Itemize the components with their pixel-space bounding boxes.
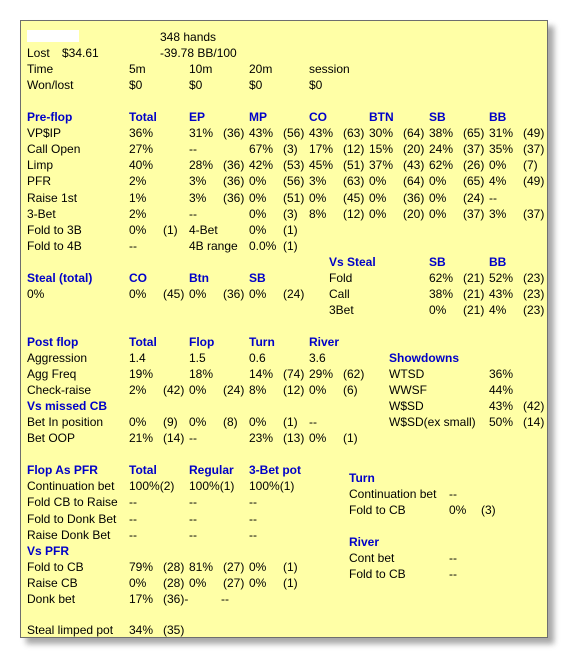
vs-pfr-cell: -- (221, 591, 229, 606)
showdown-count: (14) (523, 415, 545, 430)
steal-total-cell: 0% (27, 286, 45, 301)
preflop-cell: 31% (189, 126, 214, 141)
won-lost-value: $0 (189, 78, 203, 93)
preflop-row-label: PFR (27, 174, 51, 189)
flop-as-pfr-cell: -- (129, 495, 137, 510)
preflop-cell: 45% (309, 158, 334, 173)
vs-pfr-cell: 0% (129, 575, 147, 590)
preflop-cell: (37) (463, 142, 485, 157)
preflop-cell: 28% (189, 158, 214, 173)
four-bet-count: (1) (283, 222, 298, 237)
steal-total-header: Steal (total) (27, 270, 93, 285)
preflop-cell: (56) (283, 126, 305, 141)
vs-steal-cell: 43% (489, 286, 514, 301)
postflop-cell: (9) (163, 415, 178, 430)
preflop-cell: (64) (403, 174, 425, 189)
steal-total-cell: 0% (249, 286, 267, 301)
postflop-column-header: Flop (189, 334, 215, 349)
showdowns-header: Showdowns (389, 351, 459, 365)
postflop-cell: 1.4 (129, 351, 146, 365)
preflop-row-label: Limp (27, 158, 54, 173)
preflop-column-header: EP (189, 110, 206, 125)
vs-pfr-cell: (36)- (163, 591, 189, 606)
postflop-cell: (14) (163, 431, 185, 446)
preflop-cell: 67% (249, 142, 274, 157)
preflop-cell: 43% (309, 126, 334, 141)
postflop-row-label: Check-raise (27, 383, 92, 398)
preflop-row-label: 3-Bet (27, 206, 56, 221)
preflop-cell: 0% (369, 174, 387, 189)
preflop-row-label: Call Open (27, 142, 81, 157)
period-label: 20m (249, 62, 273, 77)
postflop-cell: 18% (189, 367, 214, 382)
preflop-cell: (45) (343, 190, 365, 205)
flop-as-pfr-cell: -- (249, 527, 257, 542)
vs-steal-column-header: SB (429, 254, 446, 269)
preflop-column-header: BB (489, 110, 507, 125)
postflop-column-header: Turn (249, 334, 275, 349)
showdown-row-label: W$SD(ex small) (389, 415, 476, 430)
postflop-cell: (42) (163, 383, 185, 398)
preflop-cell: 17% (309, 142, 334, 157)
steal-column-header: Btn (189, 270, 209, 285)
preflop-cell: (64) (403, 126, 425, 141)
vs-pfr-cell: (28) (163, 575, 185, 590)
preflop-cell: 0% (249, 190, 267, 205)
vs-pfr-cell: 81% (189, 559, 214, 574)
preflop-cell: 0% (249, 206, 267, 221)
preflop-cell: (49) (523, 126, 545, 141)
postflop-cell: 29% (309, 367, 334, 382)
preflop-cell: 2% (129, 174, 147, 189)
postflop-cell: -- (309, 415, 317, 430)
postflop-cell: (74) (283, 367, 305, 382)
vs-pfr-row-label: Fold to CB (27, 559, 84, 574)
postflop-cell: 2% (129, 383, 147, 398)
preflop-cell: (20) (403, 206, 425, 221)
vs-steal-row-label: 3Bet (329, 302, 354, 317)
preflop-cell: (63) (343, 126, 365, 141)
fold-to-3b-value: 0% (129, 222, 147, 237)
preflop-cell: -- (489, 190, 497, 205)
postflop-cell: 0% (249, 415, 267, 430)
lost-amount: $34.61 (62, 46, 99, 61)
vs-pfr-cell: (28) (163, 559, 185, 574)
flop-as-pfr-cell: -- (129, 527, 137, 542)
river-row-label: Cont bet (349, 551, 395, 565)
preflop-cell: 31% (489, 126, 514, 141)
turn-header: Turn (349, 471, 375, 485)
postflop-cell: -- (189, 431, 197, 446)
vs-steal-row-label: Call (329, 286, 350, 301)
four-bet-value: 0% (249, 222, 267, 237)
postflop-column-header: River (309, 334, 340, 349)
postflop-cell: 0.6 (249, 351, 266, 365)
preflop-cell: (36) (403, 190, 425, 205)
four-bet-label: 4-Bet (189, 222, 218, 237)
postflop-cell: 1.5 (189, 351, 206, 365)
steal-limped-pot-value: 34% (129, 623, 154, 637)
won-lost-label: Won/lost (27, 78, 74, 93)
postflop-cell: (13) (283, 431, 305, 446)
period-label: 5m (129, 62, 146, 77)
turn-cell: (3) (481, 503, 496, 517)
postflop-cell: (62) (343, 367, 365, 382)
lost-label: Lost (27, 46, 50, 61)
period-label: session (309, 62, 350, 77)
flop-as-pfr-cell: -- (249, 495, 257, 510)
postflop-cell: 0% (309, 383, 327, 398)
flop-as-pfr-cell: -- (189, 527, 197, 542)
vs-pfr-cell: (27) (223, 575, 245, 590)
river-row-label: Fold to CB (349, 567, 406, 581)
steal-limped-pot-count: (35) (163, 623, 185, 637)
preflop-cell: 0% (309, 190, 327, 205)
preflop-cell: 0% (429, 174, 447, 189)
preflop-cell: (26) (463, 158, 485, 173)
vs-steal-cell: (23) (523, 286, 545, 301)
preflop-cell: (51) (343, 158, 365, 173)
preflop-cell: 3% (189, 174, 207, 189)
postflop-header: Post flop (27, 334, 79, 349)
vs-steal-header: Vs Steal (329, 254, 376, 269)
vs-steal-cell: 0% (429, 302, 447, 317)
vs-pfr-row-label: Donk bet (27, 591, 76, 606)
preflop-cell: (20) (403, 142, 425, 157)
preflop-cell: (3) (283, 142, 298, 157)
river-header: River (349, 535, 380, 549)
won-lost-value: $0 (309, 78, 323, 93)
turn-row-label: Fold to CB (349, 503, 406, 517)
vs-pfr-header: Vs PFR (27, 543, 70, 558)
preflop-row-label: VP$IP (27, 126, 62, 141)
turn-cell: -- (449, 487, 457, 501)
player-stats-popup (20, 20, 548, 638)
flop-as-pfr-cell: 100%(1) (249, 479, 295, 494)
vs-steal-cell: (23) (523, 302, 545, 317)
preflop-cell: (65) (463, 174, 485, 189)
four-b-range-label: 4B range (189, 238, 238, 253)
showdown-row-label: WWSF (389, 383, 427, 398)
preflop-cell: (36) (223, 190, 245, 205)
vs-pfr-cell: (1) (283, 575, 298, 590)
vs-steal-cell: (21) (463, 302, 485, 317)
preflop-cell: 24% (429, 142, 454, 157)
preflop-cell: (36) (223, 126, 245, 141)
flop-as-pfr-cell: -- (189, 495, 197, 510)
preflop-cell: (49) (523, 174, 545, 189)
flop-as-pfr-column-header: 3-Bet pot (249, 463, 301, 478)
flop-as-pfr-row-label: Raise Donk Bet (27, 527, 111, 542)
postflop-cell: 8% (249, 383, 267, 398)
vs-pfr-cell: (1) (283, 559, 298, 574)
vs-steal-cell: (23) (523, 270, 545, 285)
steal-total-cell: (45) (163, 286, 185, 301)
preflop-cell: 0% (369, 190, 387, 205)
preflop-row-label: Raise 1st (27, 190, 78, 205)
steal-total-cell: (36) (223, 286, 245, 301)
vs-steal-cell: 4% (489, 302, 507, 317)
vs-steal-column-header: BB (489, 254, 507, 269)
preflop-cell: 0% (249, 174, 267, 189)
postflop-row-label: Aggression (27, 351, 88, 365)
preflop-cell: 0% (429, 206, 447, 221)
postflop-cell: 0% (129, 415, 147, 430)
hands-count: 348 hands (160, 30, 217, 44)
preflop-column-header: Total (129, 110, 157, 125)
preflop-cell: (37) (463, 206, 485, 221)
vs-steal-cell: 38% (429, 286, 454, 301)
preflop-cell: (3) (283, 206, 298, 221)
preflop-cell: 4% (489, 174, 507, 189)
postflop-cell: 0% (189, 415, 207, 430)
preflop-column-header: BTN (369, 110, 394, 125)
steal-total-cell: 0% (189, 286, 207, 301)
preflop-cell: (36) (223, 174, 245, 189)
preflop-cell: 30% (369, 126, 394, 141)
preflop-cell: 27% (129, 142, 154, 157)
preflop-column-header: CO (309, 110, 327, 125)
vs-pfr-cell: 0% (249, 559, 267, 574)
preflop-cell: -- (189, 206, 197, 221)
four-b-range-value: 0.0% (249, 238, 277, 253)
postflop-cell: (1) (283, 415, 298, 430)
preflop-header: Pre-flop (27, 110, 73, 125)
turn-row-label: Continuation bet (349, 487, 437, 501)
river-cell: -- (449, 567, 457, 581)
preflop-cell: 0% (369, 206, 387, 221)
postflop-cell: (1) (343, 431, 358, 446)
period-label: 10m (189, 62, 213, 77)
turn-cell: 0% (449, 503, 467, 517)
showdown-count: (42) (523, 399, 545, 414)
vs-pfr-row-label: Raise CB (27, 575, 78, 590)
bb-per-100: -39.78 BB/100 (160, 46, 237, 61)
steal-column-header: CO (129, 270, 147, 285)
vs-steal-cell: (21) (463, 286, 485, 301)
showdown-row-label: W$SD (389, 399, 424, 414)
flop-as-pfr-column-header: Regular (189, 463, 234, 478)
steal-column-header: SB (249, 270, 266, 285)
preflop-cell: 3% (189, 190, 207, 205)
postflop-cell: 0% (309, 431, 327, 446)
fold-to-3b-label: Fold to 3B (27, 222, 82, 237)
preflop-cell: 62% (429, 158, 454, 173)
preflop-cell: 3% (489, 206, 507, 221)
preflop-cell: -- (189, 142, 197, 157)
flop-as-pfr-cell: 100%(1) (189, 479, 235, 494)
preflop-cell: 3% (309, 174, 327, 189)
vs-pfr-cell: 79% (129, 559, 154, 574)
preflop-cell: (51) (283, 190, 305, 205)
steal-total-cell: 0% (129, 286, 147, 301)
preflop-cell: (53) (283, 158, 305, 173)
preflop-cell: 8% (309, 206, 327, 221)
won-lost-value: $0 (249, 78, 263, 93)
vs-pfr-cell: 0% (189, 575, 207, 590)
preflop-cell: (24) (463, 190, 485, 205)
vs-pfr-cell: 0% (249, 575, 267, 590)
preflop-cell: 37% (369, 158, 394, 173)
flop-as-pfr-cell: -- (189, 511, 197, 526)
flop-as-pfr-cell: 100%(2) (129, 479, 175, 494)
fold-to-4b-label: Fold to 4B (27, 238, 82, 253)
preflop-cell: 2% (129, 206, 147, 221)
showdown-value: 36% (489, 367, 514, 381)
postflop-column-header: Total (129, 334, 157, 349)
postflop-row-label: Bet In position (27, 415, 104, 430)
flop-as-pfr-row-label: Continuation bet (27, 479, 115, 494)
preflop-cell: 35% (489, 142, 514, 157)
river-cell: -- (449, 551, 457, 565)
vs-steal-row-label: Fold (329, 270, 353, 285)
showdown-row-label: WTSD (389, 367, 425, 381)
vs-steal-cell: 52% (489, 270, 514, 285)
preflop-cell: 38% (429, 126, 454, 141)
preflop-cell: (63) (343, 174, 365, 189)
vs-pfr-cell: 17% (129, 591, 154, 606)
preflop-cell: (56) (283, 174, 305, 189)
vs-steal-cell: (21) (463, 270, 485, 285)
vs-steal-cell: 62% (429, 270, 454, 285)
preflop-cell: (12) (343, 142, 365, 157)
preflop-cell: 36% (129, 126, 154, 141)
preflop-cell: 42% (249, 158, 274, 173)
postflop-cell: (8) (223, 415, 238, 430)
preflop-cell: 0% (429, 190, 447, 205)
vs-missed-cb-header: Vs missed CB (27, 399, 108, 414)
postflop-cell: 3.6 (309, 351, 326, 365)
postflop-cell: (6) (343, 383, 358, 398)
postflop-cell: (12) (283, 383, 305, 398)
preflop-cell: (12) (343, 206, 365, 221)
showdown-value: 50% (489, 415, 514, 430)
preflop-cell: 43% (249, 126, 274, 141)
preflop-cell: (65) (463, 126, 485, 141)
postflop-row-label: Bet OOP (27, 431, 76, 446)
flop-as-pfr-cell: -- (129, 511, 137, 526)
flop-as-pfr-row-label: Fold CB to Raise (27, 495, 118, 510)
vs-pfr-cell: (27) (223, 559, 245, 574)
preflop-cell: 15% (369, 142, 394, 157)
flop-as-pfr-column-header: Total (129, 463, 157, 478)
preflop-cell: (36) (223, 158, 245, 173)
postflop-cell: 23% (249, 431, 274, 446)
preflop-cell: 0% (489, 158, 507, 173)
preflop-cell: (7) (523, 158, 538, 173)
flop-as-pfr-row-label: Fold to Donk Bet (27, 511, 117, 526)
postflop-cell: 0% (189, 383, 207, 398)
steal-total-cell: (24) (283, 286, 305, 301)
postflop-row-label: Agg Freq (27, 367, 77, 382)
preflop-cell: 40% (129, 158, 154, 173)
postflop-cell: 14% (249, 367, 274, 382)
fold-to-4b-value: -- (129, 238, 137, 253)
preflop-cell: 1% (129, 190, 147, 205)
four-b-range-count: (1) (283, 238, 298, 253)
showdown-value: 43% (489, 399, 514, 414)
flop-as-pfr-header: Flop As PFR (27, 463, 98, 478)
postflop-cell: (24) (223, 383, 245, 398)
postflop-cell: 19% (129, 367, 154, 382)
time-label: Time (27, 62, 54, 77)
fold-to-3b-count: (1) (163, 222, 178, 237)
preflop-cell: (37) (523, 142, 545, 157)
player-name-redacted (27, 30, 79, 42)
preflop-cell: (37) (523, 206, 545, 221)
won-lost-value: $0 (129, 78, 143, 93)
postflop-cell: 21% (129, 431, 154, 446)
steal-limped-pot-label: Steal limped pot (27, 623, 114, 637)
showdown-value: 44% (489, 383, 514, 398)
preflop-column-header: MP (249, 110, 267, 125)
flop-as-pfr-cell: -- (249, 511, 257, 526)
preflop-cell: (43) (403, 158, 425, 173)
preflop-column-header: SB (429, 110, 446, 125)
